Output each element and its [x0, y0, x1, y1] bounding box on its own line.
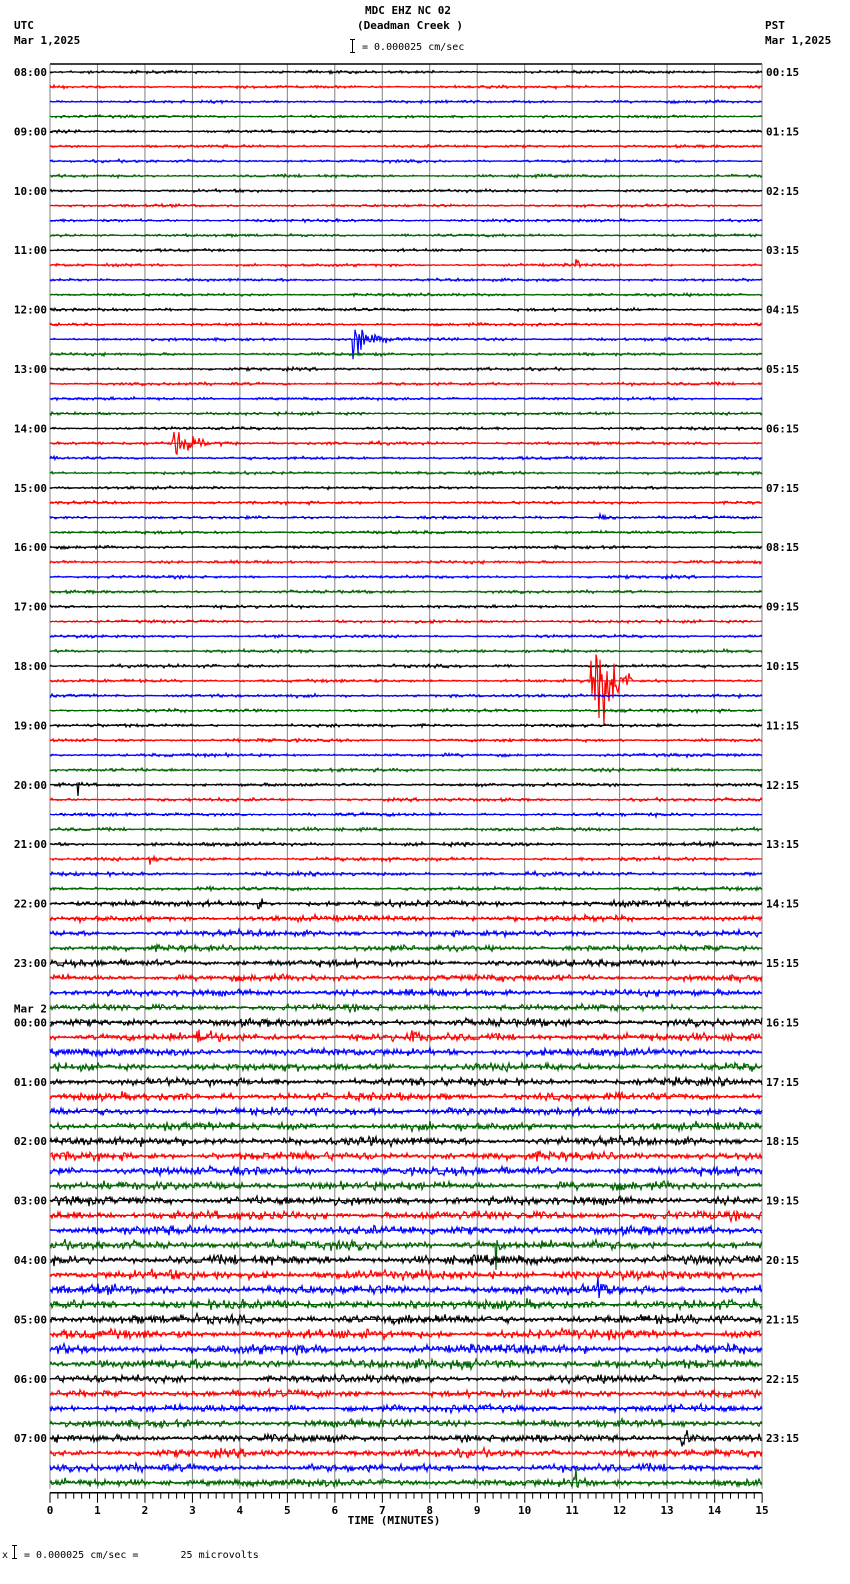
utc-hour-label: 21:00: [13, 838, 47, 852]
trace-row: [50, 427, 762, 431]
utc-hour-label: 09:00: [13, 125, 47, 139]
trace-row: [50, 159, 762, 163]
trace-row: [50, 130, 762, 133]
trace-row: [50, 768, 762, 772]
pst-hour-label: 05:15: [766, 363, 800, 376]
footer-prefix: x: [2, 1550, 9, 1561]
x-tick-label: 9: [473, 1503, 481, 1517]
trace-row: [50, 100, 762, 103]
pst-hour-label: 20:15: [766, 1254, 800, 1267]
trace-row: [50, 189, 762, 193]
pst-hour-label: 10:15: [766, 660, 800, 673]
station-title: MDC EHZ NC 02: [364, 4, 452, 17]
x-tick-label: 15: [755, 1503, 769, 1517]
utc-hour-label: 08:00: [13, 66, 47, 79]
pst-hour-label: 23:15: [766, 1432, 800, 1446]
trace-row: [50, 635, 762, 638]
trace-row: [50, 531, 762, 535]
x-tick-label: 13: [660, 1503, 674, 1517]
trace-row: [50, 1151, 762, 1161]
pst-hour-label: 12:15: [766, 778, 800, 792]
utc-hour-label: 16:00: [13, 541, 47, 555]
x-tick-label: 7: [378, 1503, 386, 1517]
pst-hour-label: 01:15: [766, 125, 800, 139]
utc-hour-label: 22:00: [13, 897, 47, 911]
x-tick-label: 0: [46, 1503, 54, 1517]
footer-scale-bar-icon: [14, 1545, 15, 1559]
utc-hour-label: 23:00: [13, 957, 47, 970]
trace-row: [50, 1277, 762, 1298]
utc-hour-label: 17:00: [13, 600, 47, 614]
x-tick-label: 1: [94, 1503, 101, 1517]
trace-row: [50, 514, 762, 520]
trace-row: [50, 560, 762, 564]
trace-row: [50, 234, 762, 237]
trace-row: [50, 605, 762, 609]
utc-hour-label: 14:00: [13, 422, 47, 436]
right-date: Mar 1,2025: [765, 34, 832, 47]
pst-hour-label: 11:15: [766, 719, 800, 733]
trace-row: [50, 432, 762, 454]
trace-row: [50, 397, 762, 401]
utc-hour-label: 19:00: [13, 719, 47, 733]
trace-row: [50, 694, 762, 698]
trace-row: [50, 382, 762, 386]
trace-row: [50, 204, 762, 207]
utc-hour-label: 10:00: [13, 184, 47, 198]
pst-hour-label: 09:15: [766, 600, 800, 614]
utc-hour-label: 20:00: [13, 778, 47, 792]
trace-row: [50, 1018, 762, 1027]
trace-row: [50, 857, 762, 865]
trace-row: [50, 145, 762, 148]
pst-hour-label: 19:15: [766, 1194, 800, 1208]
trace-row: [50, 649, 762, 653]
utc-hour-label: 05:00: [13, 1313, 47, 1327]
utc-hour-label: 15:00: [13, 481, 47, 495]
x-tick-label: 14: [707, 1503, 722, 1517]
trace-row: [50, 1239, 762, 1270]
pst-hour-label: 08:15: [766, 541, 800, 555]
utc-hour-label: 18:00: [13, 660, 47, 673]
trace-row: [50, 353, 762, 356]
x-tick-label: 5: [284, 1503, 291, 1517]
pst-hour-label: 00:15: [766, 66, 800, 79]
trace-row: [50, 219, 762, 223]
trace-row: [50, 842, 762, 847]
trace-row: [50, 1135, 762, 1147]
utc-hour-label: 06:00: [13, 1372, 47, 1386]
x-tick-label: 2: [141, 1503, 149, 1517]
trace-row: [50, 929, 762, 937]
utc-hour-label: 13:00: [13, 363, 47, 376]
trace-row: [50, 899, 762, 909]
day-marker: Mar 2: [13, 1002, 47, 1016]
left-date: Mar 1,2025: [14, 34, 81, 47]
trace-row: [50, 546, 762, 550]
trace-row: [50, 85, 762, 89]
utc-hour-label: 02:00: [13, 1135, 47, 1149]
trace-row: [50, 1469, 762, 1488]
x-tick-label: 11: [565, 1503, 579, 1517]
x-tick-label: 12: [612, 1503, 627, 1517]
utc-hour-label: 01:00: [13, 1075, 47, 1089]
pst-hour-label: 21:15: [766, 1313, 800, 1327]
trace-row: [50, 501, 762, 505]
x-axis-title: TIME (MINUTES): [347, 1513, 441, 1527]
trace-row: [50, 1404, 762, 1413]
pst-hour-label: 22:15: [766, 1372, 800, 1386]
trace-row: [50, 1030, 762, 1043]
trace-row: [50, 308, 762, 312]
trace-row: [50, 367, 762, 371]
trace-row: [50, 724, 762, 727]
pst-hour-label: 06:15: [766, 422, 800, 436]
trace-row: [50, 323, 762, 327]
trace-row: [50, 1091, 762, 1101]
x-tick-label: 3: [189, 1503, 196, 1517]
x-tick-label: 8: [426, 1503, 434, 1517]
trace-row: [50, 412, 762, 416]
pst-hour-label: 03:15: [766, 244, 800, 258]
trace-row: [50, 664, 762, 668]
pst-hour-label: 16:15: [766, 1016, 800, 1030]
utc-hour-label: 04:00: [13, 1254, 47, 1267]
left-timezone: UTC: [14, 19, 34, 32]
right-timezone: PST: [765, 19, 785, 32]
pst-hour-label: 17:15: [766, 1075, 800, 1089]
station-name: (Deadman Creek ): [357, 19, 463, 32]
trace-row: [50, 812, 762, 816]
pst-hour-label: 07:15: [766, 481, 800, 495]
pst-hour-label: 02:15: [766, 184, 800, 198]
trace-row: [50, 1048, 762, 1056]
trace-row: [50, 259, 762, 267]
x-tick-label: 10: [518, 1503, 532, 1517]
trace-row: [50, 739, 762, 743]
utc-hour-label: 11:00: [13, 244, 47, 258]
utc-hour-label: 03:00: [13, 1194, 47, 1208]
utc-hour-label: 00:00: [13, 1016, 47, 1030]
pst-hour-label: 18:15: [766, 1135, 800, 1149]
pst-hour-label: 15:15: [766, 957, 800, 970]
utc-hour-label: 07:00: [13, 1432, 47, 1446]
x-tick-label: 4: [236, 1503, 244, 1517]
utc-hour-label: 12:00: [13, 303, 47, 317]
footer-scale-label: = 0.000025 cm/sec = 25 microvolts: [24, 1550, 259, 1561]
pst-hour-label: 14:15: [766, 897, 800, 911]
trace-row: [50, 1211, 762, 1222]
trace-row: [50, 753, 762, 757]
scale-label: = 0.000025 cm/sec: [362, 42, 465, 53]
trace-row: [50, 471, 762, 475]
pst-hour-label: 13:15: [766, 838, 800, 852]
x-tick-label: 6: [331, 1503, 339, 1517]
trace-row: [50, 456, 762, 460]
trace-row: [50, 174, 762, 178]
pst-hour-label: 04:15: [766, 303, 800, 317]
